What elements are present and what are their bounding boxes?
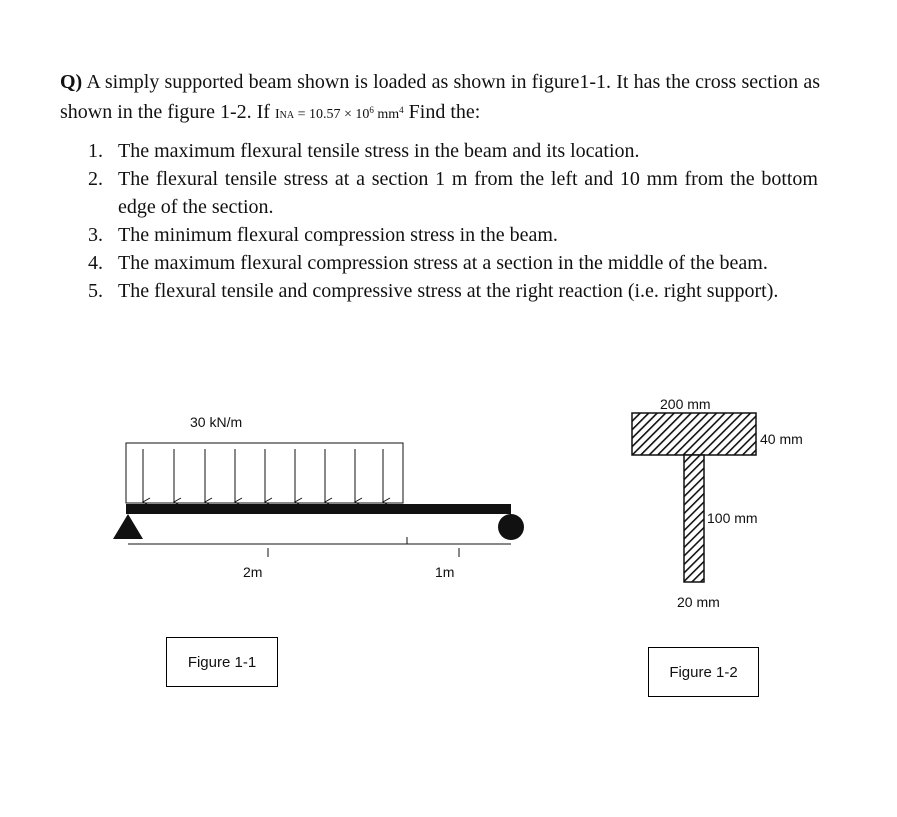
inertia-value: = 10.57 × 10 [297,107,370,122]
task-text-3: The minimum flexural compression stress in the beam. [118,224,558,246]
task-number-5: 5. [88,280,103,302]
load-arrows [143,449,383,502]
span-1m-label: 1m [435,564,455,580]
roller-support-icon [498,514,524,540]
figure-1-2-caption: Figure 1-2 [648,647,759,697]
inertia-exponent: 6 [369,105,374,115]
web-width-label: 20 mm [677,594,720,610]
t-section-figure [632,396,803,610]
inertia-subscript: NA [279,110,295,121]
question-label: Q) [60,71,83,93]
inertia-unit-exponent: 4 [399,105,404,115]
span-2m-label: 2m [243,564,263,580]
web-section [684,455,704,582]
flange-thickness-label: 40 mm [760,431,803,447]
task-text-2: The flexural tensile stress at a section 1 m from the left and 10 mm from the bottom edge of the section. [118,168,818,218]
question-text: A simply supported beam shown is loaded as shown in figure1-1. It has the cross section as shown in the figure 1-2. If [60,71,820,123]
inertia-symbol: I [274,107,280,122]
flange-section [632,413,756,455]
pin-support-icon [113,514,143,539]
task-number-1: 1. [88,140,103,162]
flange-width-label: 200 mm [660,396,711,412]
load-label: 30 kN/m [190,414,243,430]
question-tail: Find the: [408,101,481,123]
task-number-3: 3. [88,224,103,246]
task-text-1: The maximum flexural tensile stress in the beam and its location. [118,140,640,162]
inertia-unit: mm [377,107,400,122]
task-text-5: The flexural tensile and compressive stress at the right reaction (i.e. right support). [118,280,779,302]
task-text-4: The maximum flexural compression stress at a section in the middle of the beam. [118,252,768,274]
task-number-4: 4. [88,252,103,274]
beam-bar [126,504,511,514]
figure-1-1-caption: Figure 1-1 [166,637,278,687]
web-height-label: 100 mm [707,510,758,526]
beam-figure [113,414,524,580]
dimension-line [128,537,511,557]
task-number-2: 2. [88,168,103,190]
